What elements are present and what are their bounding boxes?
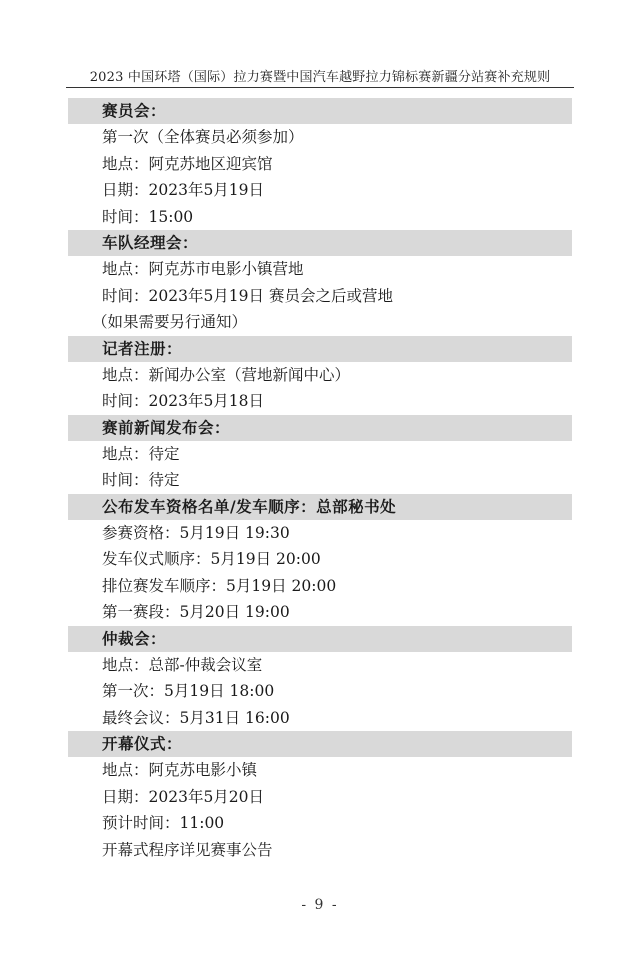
schedule-section bbox=[68, 415, 572, 494]
section-line: 地点：阿克苏市电影小镇营地 bbox=[102, 260, 304, 278]
page-number: - 9 - bbox=[301, 897, 339, 913]
section-line: 第一次：5月19日 18:00 bbox=[102, 682, 275, 700]
section-line: 发车仪式顺序：5月19日 20:00 bbox=[102, 550, 321, 568]
section-line: 日期：2023年5月20日 bbox=[102, 787, 265, 806]
section-line: 开幕式程序详见赛事公告 bbox=[102, 840, 273, 859]
section-line: 日期：2023年5月19日 bbox=[102, 181, 265, 199]
schedule-section bbox=[68, 336, 572, 415]
section-line: 地点：阿克苏电影小镇 bbox=[102, 761, 258, 779]
section-line: 第一次（全体赛员必须参加） bbox=[102, 128, 304, 146]
section-heading: 开幕仪式： bbox=[68, 731, 572, 757]
section-line: 最终会议：5月31日 16:00 bbox=[102, 708, 290, 727]
section-heading: 记者注册： bbox=[68, 336, 572, 362]
section-line: 第一赛段：5月20日 19:00 bbox=[102, 603, 290, 621]
section-line: 参赛资格：5月19日 19:30 bbox=[102, 523, 290, 542]
section-line: 时间：待定 bbox=[102, 471, 180, 489]
section-line: 地点：待定 bbox=[102, 444, 180, 463]
page-header: 2023 中国环塔（国际）拉力赛暨中国汽车越野拉力锦标赛新疆分站赛补充规则 bbox=[89, 70, 551, 85]
section-line: 排位赛发车顺序：5月19日 20:00 bbox=[102, 576, 337, 595]
section-line: 时间：2023年5月18日 bbox=[102, 392, 265, 410]
section-line: 时间：15:00 bbox=[102, 207, 194, 226]
section-heading: 仲裁会： bbox=[68, 626, 572, 652]
schedule-section bbox=[68, 98, 572, 230]
section-line: 地点：阿克苏地区迎宾馆 bbox=[102, 154, 273, 173]
rules-content bbox=[68, 98, 572, 863]
schedule-section bbox=[68, 626, 572, 732]
schedule-section bbox=[68, 494, 572, 626]
section-heading: 赛员会： bbox=[68, 98, 572, 124]
schedule-section bbox=[68, 230, 572, 336]
section-line: 时间：2023年5月19日 赛员会之后或营地 bbox=[102, 286, 393, 305]
section-heading: 赛前新闻发布会： bbox=[68, 415, 572, 441]
section-line: （如果需要另行通知） bbox=[92, 313, 248, 331]
section-line: 地点：总部-仲裁会议室 bbox=[102, 655, 263, 674]
header-divider bbox=[66, 87, 574, 88]
section-line: 地点：新闻办公室（营地新闻中心） bbox=[102, 365, 351, 384]
schedule-section bbox=[68, 731, 572, 863]
section-heading: 公布发车资格名单/发车顺序：总部秘书处 bbox=[68, 494, 572, 520]
section-heading: 车队经理会： bbox=[68, 230, 572, 256]
section-line: 预计时间：11:00 bbox=[102, 814, 225, 832]
